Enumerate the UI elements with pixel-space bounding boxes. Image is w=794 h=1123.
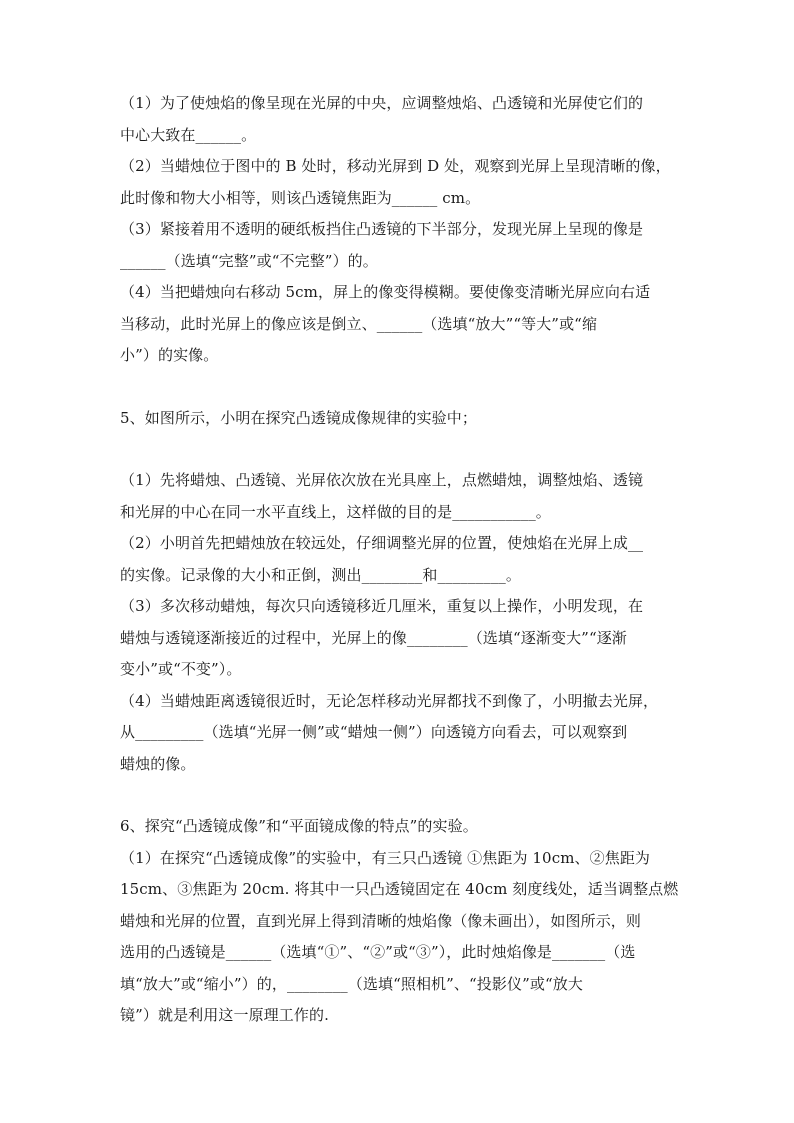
text-line: （1）在探究“凸透镜成像”的实验中，有三只凸透镜 ①焦距为 10cm、②焦距为 [120,848,651,867]
text-line: 小”）的实像。 [120,346,219,364]
text-line: （1）为了使烛焰的像呈现在光屏的中央，应调整烛焰、凸透镜和光屏使它们的 [120,94,644,112]
text-line: ______（选填“完整”或“不完整”）的。 [120,251,378,270]
text-line: 此时像和物大小相等，则该凸透镜焦距为______ cm。 [120,188,481,207]
question-4-subparts [120,88,680,372]
text-line: 中心大致在______。 [120,125,257,144]
document-page [120,88,680,1032]
text-line: 的实像。记录像的大小和正倒，测出________和_________。 [120,565,522,584]
text-line: 镜”）就是利用这一原理工作的. [120,1006,329,1024]
question-6-subparts [120,843,680,1032]
text-line: （4）当把蜡烛向右移动 5cm，屏上的像变得模糊。要使像变清晰光屏应向右适 [120,283,651,301]
spacer [120,372,680,403]
spacer [120,434,680,465]
question-6-title: 6、探究“凸透镜成像”和“平面镜成像的特点”的实验。 [120,817,478,835]
text-line: （4）当蜡烛距离透镜很近时，无论怎样移动光屏都找不到像了，小明撤去光屏， [120,691,659,710]
text-line: 蜡烛的像。 [120,754,196,773]
text-line: 15cm、③焦距为 20cm. 将其中一只凸透镜固定在 40cm 刻度线处，适当调整点燃 [120,880,679,898]
text-line: （3）多次移动蜡烛，每次只向透镜移近几厘米，重复以上操作，小明发现，在 [120,597,644,615]
text-line: 从_________（选填“光屏一侧”或“蜡烛一侧”）向透镜方向看去，可以观察到 [120,723,628,741]
text-line: 和光屏的中心在同一水平直线上，这样做的目的是___________。 [120,502,551,521]
text-line: 变小”或“不变”）。 [120,660,242,678]
text-line: （2）小明首先把蜡烛放在较远处，仔细调整光屏的位置，使烛焰在光屏上成__ [120,534,644,552]
text-line: 填“放大”或“缩小”）的，________（选填“照相机”、“投影仪”或“放大 [120,974,583,993]
text-line: 当移动，此时光屏上的像应该是倒立、______（选填“放大”“等大”或“缩 [120,314,598,333]
spacer [120,780,680,811]
question-5-subparts [120,465,680,780]
text-line: 选用的凸透镜是______（选填“①”、“②”或“③”），此时烛焰像是_______（选 [120,943,636,961]
text-line: （2）当蜡烛位于图中的 B 处时，移动光屏到 D 处，观察到光屏上呈现清晰的像， [120,157,671,175]
text-line: （1）先将蜡烛、凸透镜、光屏依次放在光具座上，点燃蜡烛，调整烛焰、透镜 [120,471,644,489]
text-line: 蜡烛和光屏的位置，直到光屏上得到清晰的烛焰像（像未画出），如图所示，则 [120,911,642,930]
question-5-title: 5、如图所示，小明在探究凸透镜成像规律的实验中； [120,408,477,427]
text-line: （3）紧接着用不透明的硬纸板挡住凸透镜的下半部分，发现光屏上呈现的像是 [120,220,644,238]
text-line: 蜡烛与透镜逐渐接近的过程中，光屏上的像________（选填“逐渐变大”“逐渐 [120,628,627,647]
